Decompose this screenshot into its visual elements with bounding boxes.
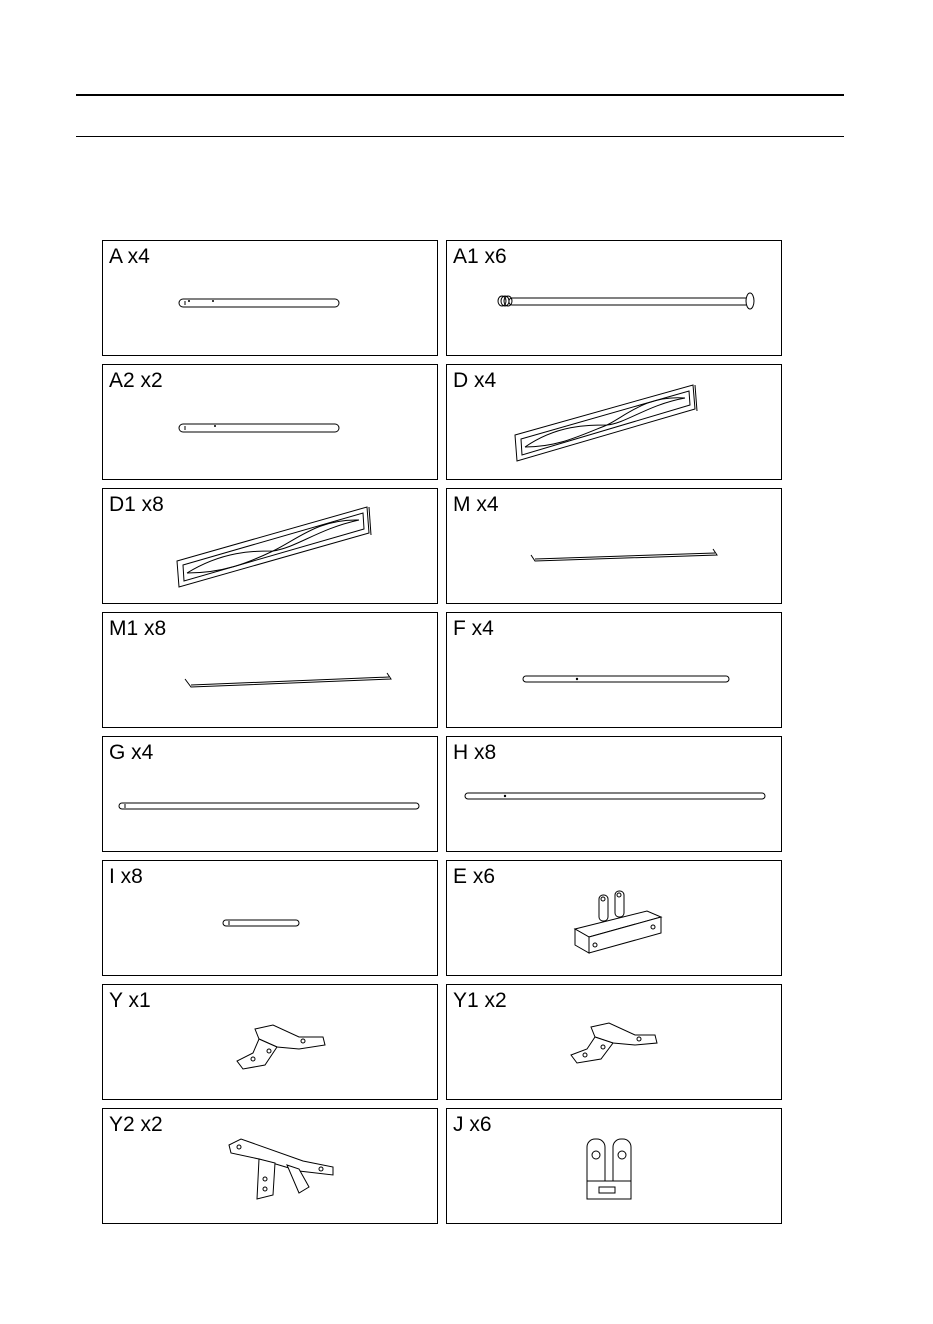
short-tube-icon — [103, 365, 439, 481]
decorative-panel-icon — [103, 489, 439, 605]
part-label: E x6 — [453, 865, 496, 888]
part-cell-i — [102, 860, 438, 976]
part-cell-m1 — [102, 612, 438, 728]
part-cell-j — [446, 1108, 782, 1224]
part-label: G x4 — [109, 741, 154, 764]
part-label: D1 x8 — [109, 493, 164, 516]
long-pole-with-end-caps-icon — [447, 241, 783, 357]
part-label: J x6 — [453, 1113, 492, 1136]
part-label: M1 x8 — [109, 617, 167, 640]
header-rule-top — [76, 94, 844, 96]
double-bracket-icon — [447, 861, 783, 977]
part-label: D x4 — [453, 369, 497, 392]
part-cell-e — [446, 860, 782, 976]
part-label: I x8 — [109, 865, 143, 888]
part-cell-h — [446, 736, 782, 852]
part-cell-a1 — [446, 240, 782, 356]
corner-bracket-icon — [447, 985, 783, 1101]
corner-bracket-icon — [103, 985, 439, 1101]
decorative-panel-icon — [447, 365, 783, 481]
short-tube-icon — [103, 861, 439, 977]
part-cell-g — [102, 736, 438, 852]
part-label: A2 x2 — [109, 369, 163, 392]
hooked-rod-icon — [447, 489, 783, 605]
part-cell-d1 — [102, 488, 438, 604]
part-cell-a — [102, 240, 438, 356]
part-label: Y x1 — [109, 989, 151, 1012]
hooked-rod-icon — [103, 613, 439, 729]
part-label: A x4 — [109, 245, 150, 268]
header-rule-bottom — [76, 136, 844, 137]
long-tube-icon — [447, 737, 783, 853]
part-cell-a2 — [102, 364, 438, 480]
short-tube-icon — [103, 241, 439, 357]
part-label: F x4 — [453, 617, 494, 640]
part-cell-y2 — [102, 1108, 438, 1224]
clevis-bracket-icon — [447, 1109, 783, 1225]
part-cell-f — [446, 612, 782, 728]
part-cell-d — [446, 364, 782, 480]
long-tube-icon — [103, 737, 439, 853]
part-label: Y2 x2 — [109, 1113, 163, 1136]
part-cell-y — [102, 984, 438, 1100]
part-label: Y1 x2 — [453, 989, 507, 1012]
part-cell-y1 — [446, 984, 782, 1100]
three-way-bracket-icon — [103, 1109, 439, 1225]
part-label: A1 x6 — [453, 245, 507, 268]
part-cell-m — [446, 488, 782, 604]
tube-icon — [447, 613, 783, 729]
part-label: M x4 — [453, 493, 499, 516]
part-label: H x8 — [453, 741, 497, 764]
